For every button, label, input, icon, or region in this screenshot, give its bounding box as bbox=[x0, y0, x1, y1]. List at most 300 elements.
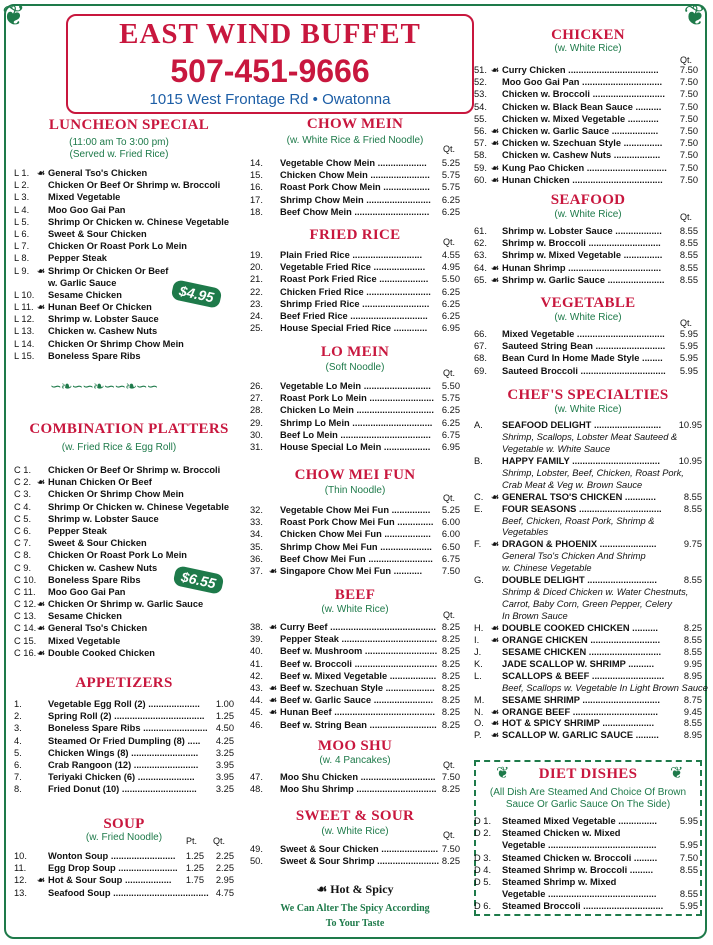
menu-item bbox=[474, 262, 698, 274]
menu-item bbox=[474, 352, 698, 364]
item-description: Crab Meat & Veg w. Brown Sauce bbox=[502, 479, 643, 490]
item-number: 63. bbox=[474, 250, 487, 261]
item-price: 4.50 bbox=[215, 723, 234, 734]
item-number: 5. bbox=[14, 747, 22, 758]
item-name: Shrimp Chow Mei Fun .................... bbox=[280, 541, 432, 552]
item-description: Vegetables bbox=[502, 527, 549, 538]
item-number: 42. bbox=[250, 670, 263, 681]
menu-item bbox=[250, 670, 460, 682]
item-price: 3.25 bbox=[215, 784, 234, 795]
menu-item bbox=[474, 64, 698, 76]
menu-item bbox=[14, 771, 234, 783]
menu-item bbox=[474, 900, 698, 912]
ornament-divider: ∽❧∽∽❧∽∽❧∽∽ bbox=[50, 378, 158, 394]
menu-item bbox=[474, 635, 702, 647]
menu-item bbox=[250, 298, 460, 310]
item-name: Steamed Chicken w. Broccoli ......... bbox=[502, 852, 658, 863]
item-price: 8.55 bbox=[683, 718, 702, 729]
item-price: 8.55 bbox=[679, 889, 698, 900]
item-price: 5.75 bbox=[441, 393, 460, 404]
item-name: Hunan Chicken ................................... bbox=[502, 174, 663, 185]
item-number: K. bbox=[474, 658, 483, 669]
item-number: 12. bbox=[14, 875, 27, 886]
item-name: Beef w. Szechuan Style ................... bbox=[280, 682, 435, 693]
item-name: Sauteed String Bean ........................... bbox=[502, 341, 666, 352]
menu-item bbox=[250, 658, 460, 670]
item-name: Chicken Or Shrimp Chow Mein bbox=[48, 338, 184, 349]
item-name: Sauteed Broccoli ................................. bbox=[502, 365, 666, 376]
item-price: 3.25 bbox=[215, 747, 234, 758]
item-name: Hunan Beef Or Chicken bbox=[48, 302, 152, 313]
item-name: SCALLOPS & BEEF ............................ bbox=[502, 670, 665, 681]
item-price: 8.55 bbox=[679, 262, 698, 273]
menu-item bbox=[250, 645, 460, 657]
menu-item bbox=[14, 325, 244, 337]
fried-rice-title: FRIED RICE bbox=[309, 227, 401, 243]
item-name: Shrimp Or Chicken w. Chinese Vegetable bbox=[48, 501, 229, 512]
menu-item bbox=[14, 464, 244, 476]
item-price: 9.45 bbox=[683, 706, 702, 717]
combination-list bbox=[14, 464, 244, 659]
item-price: 10.95 bbox=[678, 455, 702, 466]
item-number: 15. bbox=[250, 170, 263, 181]
menu-item bbox=[14, 874, 234, 886]
item-name: Spring Roll (2) ................................... bbox=[48, 711, 205, 722]
item-name: Vegetable Fried Rice .................... bbox=[280, 262, 426, 273]
item-number: 69. bbox=[474, 365, 487, 376]
item-name: HAPPY FAMILY .................................. bbox=[502, 455, 660, 466]
menu-item bbox=[14, 549, 244, 561]
item-price: 6.00 bbox=[441, 529, 460, 540]
item-number: 23. bbox=[250, 298, 263, 309]
item-number: L 13. bbox=[14, 326, 35, 337]
item-price: 6.25 bbox=[441, 417, 460, 428]
diet-subtitle-2: Sauce Or Garlic Sauce On The Side) bbox=[505, 799, 671, 810]
item-name: Steamed Broccoli ............................... bbox=[502, 901, 664, 912]
menu-item bbox=[474, 76, 698, 88]
chow-mein-list bbox=[250, 157, 460, 218]
lo-mein-qt: Qt. bbox=[443, 368, 456, 378]
chef-specialties-title: CHEF'S SPECIALTIES bbox=[507, 387, 669, 403]
item-name: JADE SCALLOP W. SHRIMP .......... bbox=[502, 658, 655, 669]
hot-spicy-legend bbox=[250, 882, 460, 897]
item-name: Chicken w. Cashew Nuts .................. bbox=[502, 150, 661, 161]
hot-pepper-icon: ☙ bbox=[269, 682, 278, 693]
menu-item bbox=[250, 621, 460, 633]
item-price: 8.25 bbox=[441, 658, 460, 669]
item-price: 6.00 bbox=[441, 517, 460, 528]
item-price: 5.95 bbox=[679, 341, 698, 352]
menu-item bbox=[474, 237, 698, 249]
menu-item bbox=[250, 633, 460, 645]
item-price: 5.95 bbox=[679, 816, 698, 826]
item-name: DOUBLE COOKED CHICKEN .......... bbox=[502, 622, 658, 633]
menu-item bbox=[474, 876, 698, 888]
item-description: Shrimp, Scallops, Lobster Meat Sauteed & bbox=[502, 431, 678, 442]
item-name: Moo Shu Shrimp ............................... bbox=[280, 784, 437, 795]
item-name: Roast Pork Lo Mein ......................... bbox=[280, 393, 434, 404]
menu-item bbox=[14, 191, 244, 203]
menu-item bbox=[14, 759, 234, 771]
sweet-sour-title: SWEET & SOUR bbox=[295, 808, 415, 824]
item-number: 47. bbox=[250, 772, 263, 782]
item-number: B. bbox=[474, 455, 483, 466]
item-name: Boneless Spare Ribs bbox=[48, 350, 141, 361]
item-number: L 9. bbox=[14, 265, 30, 276]
menu-item bbox=[474, 864, 698, 876]
item-number: 24. bbox=[250, 310, 263, 321]
menu-item bbox=[14, 525, 244, 537]
diet-dishes-list bbox=[474, 815, 698, 913]
item-number: H. bbox=[474, 622, 484, 633]
chicken-subtitle: (w. White Rice) bbox=[554, 43, 622, 54]
menu-item bbox=[250, 310, 460, 322]
item-price: 7.50 bbox=[679, 77, 698, 88]
item-number: 29. bbox=[250, 417, 263, 428]
item-name: Chicken w. Szechuan Style ............... bbox=[502, 138, 663, 149]
menu-item bbox=[14, 647, 244, 659]
item-price-quart: 2.95 bbox=[215, 875, 234, 886]
address: 1015 West Frontage Rd • Owatonna bbox=[149, 91, 391, 108]
item-number: 49. bbox=[250, 844, 263, 854]
leaf-icon-left: ❦ bbox=[496, 765, 510, 782]
item-name: Vegetable Lo Mein .......................... bbox=[280, 381, 431, 391]
menu-item bbox=[474, 575, 702, 587]
item-price: 8.25 bbox=[441, 695, 460, 706]
hot-pepper-icon: ☙ bbox=[37, 647, 46, 658]
item-price: 8.25 bbox=[441, 634, 460, 645]
menu-item bbox=[250, 565, 460, 577]
menu-item bbox=[474, 365, 698, 377]
item-number: D 5. bbox=[474, 876, 492, 887]
item-price: 8.55 bbox=[679, 864, 698, 875]
item-number: 40. bbox=[250, 646, 263, 657]
item-price: 4.95 bbox=[441, 262, 460, 273]
item-name: Chicken w. Mixed Vegetable ............ bbox=[502, 113, 659, 124]
menu-item bbox=[474, 444, 702, 456]
chicken-list bbox=[474, 64, 698, 186]
menu-item bbox=[14, 722, 234, 734]
item-name: Shrimp w. Lobster Sauce bbox=[48, 513, 159, 524]
header-box bbox=[66, 14, 474, 114]
menu-item bbox=[14, 747, 234, 759]
hot-pepper-icon: ☙ bbox=[491, 491, 500, 502]
item-number: 13. bbox=[14, 887, 27, 898]
item-number: 34. bbox=[250, 529, 263, 540]
menu-item bbox=[14, 338, 244, 350]
item-number: 51. bbox=[474, 65, 487, 75]
item-name: DOUBLE DELIGHT ........................... bbox=[502, 575, 657, 586]
item-number: A. bbox=[474, 420, 483, 430]
item-name: Curry Chicken ................................... bbox=[502, 65, 659, 75]
item-number: 19. bbox=[250, 250, 263, 260]
menu-item bbox=[474, 113, 698, 125]
item-number: L 3. bbox=[14, 192, 30, 203]
item-price: 6.25 bbox=[441, 310, 460, 321]
menu-item bbox=[250, 783, 460, 795]
hot-pepper-icon: ☙ bbox=[269, 622, 278, 632]
item-name: Vegetable Chow Mein ................... bbox=[280, 158, 427, 168]
item-number: 37. bbox=[250, 565, 263, 576]
menu-item bbox=[14, 598, 244, 610]
item-number: C 15. bbox=[14, 635, 37, 646]
item-number: C 13. bbox=[14, 611, 37, 622]
luncheon-hours: (11:00 am To 3:00 pm) bbox=[69, 137, 169, 148]
item-number: 2. bbox=[14, 711, 22, 722]
menu-item bbox=[250, 157, 460, 169]
menu-item bbox=[474, 468, 702, 480]
fried-rice-qt: Qt. bbox=[443, 237, 456, 247]
menu-item bbox=[14, 783, 234, 795]
item-number: 7. bbox=[14, 772, 22, 783]
soup-title: SOUP bbox=[103, 816, 145, 832]
item-number: 61. bbox=[474, 226, 487, 236]
item-price: 10.95 bbox=[678, 420, 702, 430]
item-number: 60. bbox=[474, 174, 487, 185]
item-number: 58. bbox=[474, 150, 487, 161]
appetizers-list bbox=[14, 698, 234, 796]
menu-item bbox=[250, 504, 460, 516]
item-price: 8.55 bbox=[683, 646, 702, 657]
item-number: 55. bbox=[474, 113, 487, 124]
hot-pepper-icon: ☙ bbox=[491, 125, 500, 136]
hot-pepper-icon: ☙ bbox=[491, 162, 500, 173]
item-number: L 7. bbox=[14, 241, 30, 252]
menu-item bbox=[14, 252, 244, 264]
menu-item bbox=[250, 541, 460, 553]
item-number: 64. bbox=[474, 262, 487, 273]
menu-item bbox=[474, 647, 702, 659]
item-number: 11. bbox=[14, 863, 27, 874]
item-name: Boneless Spare Ribs bbox=[48, 574, 141, 585]
chow-mein-qt: Qt. bbox=[443, 144, 456, 154]
item-name: Shrimp w. Mixed Vegetable ............... bbox=[502, 250, 663, 261]
luncheon-list bbox=[14, 167, 244, 362]
menu-item bbox=[474, 551, 702, 563]
item-price: 7.50 bbox=[441, 772, 460, 782]
hot-pepper-icon: ☙ bbox=[37, 265, 46, 276]
item-number: 57. bbox=[474, 138, 487, 149]
soup-subtitle: (w. Fried Noodle) bbox=[85, 832, 163, 843]
item-name: Hunan Chicken Or Beef bbox=[48, 477, 152, 488]
item-description: Beef, Scallops w. Vegetable In Light Brown Sauce bbox=[502, 682, 708, 693]
item-number: L. bbox=[474, 670, 482, 681]
sweet-sour-qt: Qt. bbox=[443, 830, 456, 840]
item-name: Steamed Shrimp w. Broccoli ......... bbox=[502, 864, 654, 875]
item-number: 54. bbox=[474, 101, 487, 112]
restaurant-name: EAST WIND BUFFET bbox=[119, 18, 421, 50]
item-number: 48. bbox=[250, 784, 263, 795]
item-number: D 6. bbox=[474, 901, 492, 912]
item-name: Teriyaki Chicken (6) ...................... bbox=[48, 772, 195, 783]
item-name: Hot & Sour Soup .................. bbox=[48, 875, 172, 886]
item-price: 8.95 bbox=[683, 670, 702, 681]
item-number: P. bbox=[474, 730, 482, 741]
hot-pepper-icon: ☙ bbox=[491, 65, 500, 75]
menu-item bbox=[14, 240, 244, 252]
item-name: Sesame Chicken bbox=[48, 611, 122, 622]
menu-item bbox=[474, 539, 702, 551]
menu-item bbox=[250, 380, 460, 392]
phone-number[interactable]: 507-451-9666 bbox=[170, 53, 370, 89]
menu-item bbox=[474, 101, 698, 113]
diet-dishes-title: DIET DISHES bbox=[538, 766, 638, 782]
item-number: D 4. bbox=[474, 864, 492, 875]
item-number: C 3. bbox=[14, 489, 32, 500]
item-number: J. bbox=[474, 646, 482, 657]
item-name: Pepper Steak bbox=[48, 253, 107, 264]
item-name: Chicken Fried Rice ......................... bbox=[280, 286, 431, 297]
item-number: L 12. bbox=[14, 314, 35, 325]
item-name: Roast Pork Chow Mein .................. bbox=[280, 182, 430, 193]
spicy-note-1: We Can Alter The Spicy According bbox=[280, 903, 430, 914]
item-name: SCALLOP W. GARLIC SAUCE ......... bbox=[502, 730, 659, 741]
item-name: Crab Rangoon (12) ......................... bbox=[48, 759, 199, 770]
item-number: L 14. bbox=[14, 338, 35, 349]
menu-item bbox=[14, 635, 244, 647]
menu-item bbox=[14, 501, 244, 513]
item-name: Beef Chow Mein ............................. bbox=[280, 206, 430, 217]
item-name: Beef w. String Bean .......................... bbox=[280, 719, 437, 730]
menu-item bbox=[474, 456, 702, 468]
item-number: 10. bbox=[14, 851, 27, 861]
item-description: Carrot, Baby Corn, Green Pepper, Celery bbox=[502, 599, 673, 610]
item-name: Boneless Spare Ribs ......................... bbox=[48, 723, 208, 734]
luncheon-title: LUNCHEON SPECIAL bbox=[48, 117, 210, 133]
item-name: Chicken Chow Mei Fun .................. bbox=[280, 529, 431, 540]
item-price: 5.25 bbox=[441, 158, 460, 168]
item-name: House Special Lo Mein .................. bbox=[280, 441, 431, 452]
item-name: Shrimp Or Chicken w. Chinese Vegetable bbox=[48, 216, 229, 227]
luncheon-served: (Served w. Fried Rice) bbox=[69, 149, 169, 160]
item-number: 68. bbox=[474, 353, 487, 364]
menu-item bbox=[250, 682, 460, 694]
item-number: C 11. bbox=[14, 586, 36, 597]
item-name: w. Garlic Sauce bbox=[48, 277, 117, 288]
hot-pepper-icon: ☙ bbox=[269, 707, 278, 718]
item-number: 31. bbox=[250, 441, 263, 452]
chow-mei-fun-subtitle: (Thin Noodle) bbox=[324, 485, 386, 496]
menu-item bbox=[250, 855, 460, 867]
menu-item bbox=[474, 659, 702, 671]
item-name: Vegetable .......................................... bbox=[502, 889, 657, 900]
item-number: D 1. bbox=[474, 816, 492, 826]
item-name: ORANGE CHICKEN ........................... bbox=[502, 634, 661, 645]
menu-item bbox=[14, 167, 244, 179]
item-name: SESAME CHICKEN ............................ bbox=[502, 646, 662, 657]
menu-item bbox=[250, 417, 460, 429]
menu-item bbox=[14, 850, 234, 862]
item-name: SESAME SHRIMP .............................. bbox=[502, 694, 660, 705]
item-name: Hunan Shrimp .................................... bbox=[502, 262, 662, 273]
menu-item bbox=[474, 125, 698, 137]
item-description: w. Chinese Vegetable bbox=[502, 563, 592, 574]
hot-spicy-label: Hot & Spicy bbox=[330, 882, 394, 896]
item-price: 6.50 bbox=[441, 541, 460, 552]
menu-item bbox=[474, 599, 702, 611]
item-price: 4.55 bbox=[441, 250, 460, 260]
item-number: 66. bbox=[474, 329, 487, 339]
item-number: D 3. bbox=[474, 852, 492, 863]
item-price: 8.55 bbox=[679, 226, 698, 236]
menu-item bbox=[250, 441, 460, 453]
menu-item bbox=[474, 516, 702, 528]
item-description: Beef, Chicken, Roast Pork, Shrimp & bbox=[502, 515, 655, 526]
item-name: General Tso's Chicken bbox=[48, 168, 148, 178]
item-name: Chicken w. Broccoli ............................ bbox=[502, 89, 665, 100]
menu-item bbox=[474, 730, 702, 742]
item-name: Sweet & Sour Chicken bbox=[48, 538, 147, 549]
item-number: 39. bbox=[250, 634, 263, 645]
item-price: 8.55 bbox=[679, 274, 698, 285]
item-price: 7.50 bbox=[679, 101, 698, 112]
menu-item bbox=[14, 350, 244, 362]
seafood-subtitle: (w. White Rice) bbox=[554, 209, 622, 220]
menu-item bbox=[14, 216, 244, 228]
menu-item bbox=[14, 887, 234, 899]
combination-price-badge: $6.55 bbox=[172, 565, 224, 595]
menu-item bbox=[14, 204, 244, 216]
seafood-list bbox=[474, 225, 698, 286]
item-price: 7.50 bbox=[679, 162, 698, 173]
item-name: Chicken w. Cashew Nuts bbox=[48, 326, 158, 337]
menu-item bbox=[250, 429, 460, 441]
soup-pt-header: Pt. bbox=[186, 836, 198, 846]
menu-item bbox=[14, 710, 234, 722]
item-number: C 2. bbox=[14, 477, 32, 488]
item-number: C 16. bbox=[14, 647, 37, 658]
lo-mein-title: LO MEIN bbox=[320, 344, 390, 360]
soup-qt-header: Qt. bbox=[213, 836, 226, 846]
menu-item bbox=[474, 480, 702, 492]
menu-item bbox=[250, 181, 460, 193]
item-name: Roast Pork Chow Mei Fun .............. bbox=[280, 517, 434, 528]
chow-mei-fun-title: CHOW MEI FUN bbox=[294, 467, 416, 483]
item-price: 3.95 bbox=[215, 759, 234, 770]
hot-pepper-icon: ☙ bbox=[491, 634, 500, 645]
menu-item bbox=[474, 527, 702, 539]
item-number: 52. bbox=[474, 77, 487, 88]
item-name: Shrimp w. Lobster Sauce .................. bbox=[502, 226, 662, 236]
menu-item bbox=[14, 862, 234, 874]
item-price: 9.75 bbox=[683, 539, 702, 550]
item-name: Chicken w. Garlic Sauce .................. bbox=[502, 125, 659, 136]
item-number: 27. bbox=[250, 393, 263, 404]
item-number: L 8. bbox=[14, 253, 30, 264]
item-price-pint: 1.25 bbox=[185, 851, 204, 861]
item-name: Chicken Or Roast Pork Lo Mein bbox=[48, 241, 187, 252]
seafood-title: SEAFOOD bbox=[550, 192, 626, 208]
menu-item bbox=[474, 671, 702, 683]
item-name: FOUR SEASONS ................................ bbox=[502, 503, 662, 514]
item-name: Egg Drop Soup ....................... bbox=[48, 863, 178, 874]
item-number: C 14. bbox=[14, 623, 37, 634]
hot-pepper-icon: ☙ bbox=[37, 599, 46, 610]
item-price: 8.25 bbox=[441, 682, 460, 693]
menu-item bbox=[474, 225, 698, 237]
menu-item bbox=[474, 274, 698, 286]
chow-mei-fun-qt: Qt. bbox=[443, 493, 456, 503]
item-number: L 6. bbox=[14, 228, 30, 239]
chicken-qt: Qt. bbox=[680, 55, 693, 65]
moo-shu-qt: Qt. bbox=[443, 760, 456, 770]
item-number: 28. bbox=[250, 405, 263, 416]
vegetable-list bbox=[474, 328, 698, 377]
item-price: 7.50 bbox=[679, 174, 698, 185]
menu-item bbox=[474, 623, 702, 635]
item-price: 9.95 bbox=[683, 658, 702, 669]
item-number: 62. bbox=[474, 238, 487, 249]
